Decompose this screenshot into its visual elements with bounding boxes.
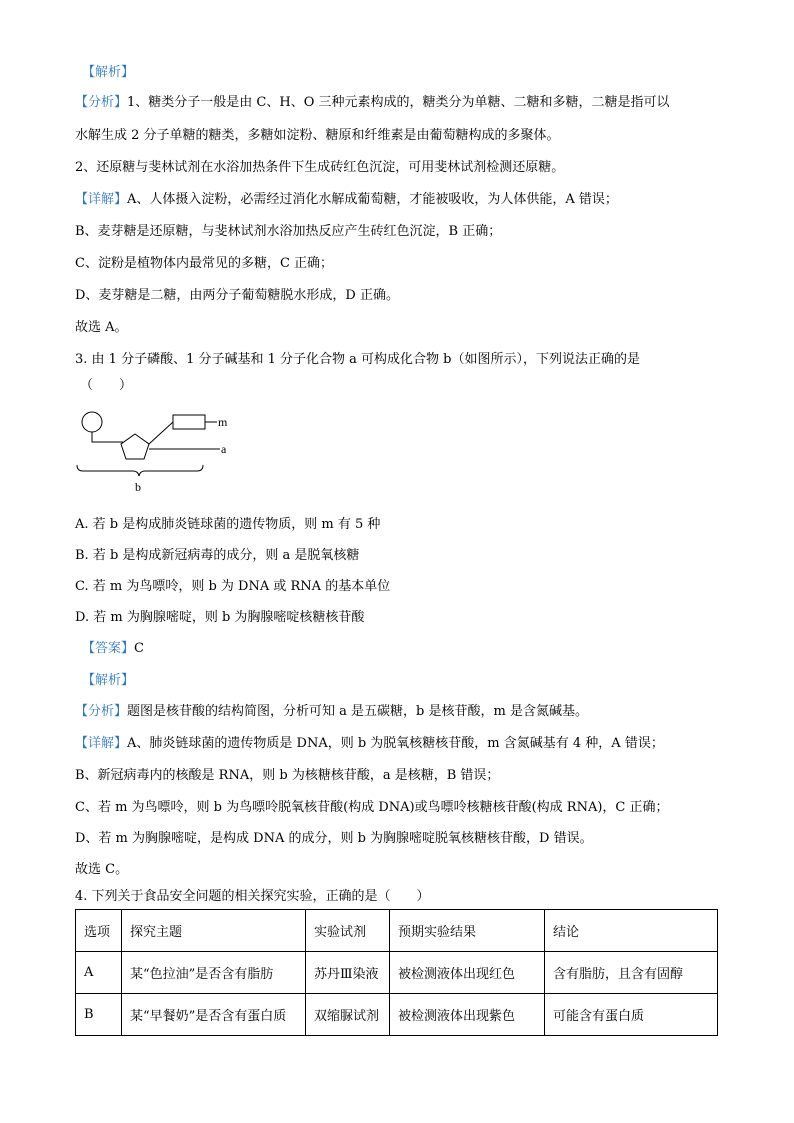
nucleotide-diagram [75, 405, 255, 495]
label-m: m [218, 415, 228, 429]
table-header-cell: 实验试剂 [306, 910, 390, 952]
base-rect [173, 415, 205, 429]
analysis-heading [82, 673, 134, 689]
table-cell: 苏丹Ⅲ染液 [306, 952, 390, 994]
table-cell: 被检测液体出现红色 [390, 952, 545, 994]
table-row [76, 952, 718, 994]
experiment-table [75, 909, 718, 1036]
text-line: B、新冠病毒内的核酸是 RNA，则 b 为核糖核苷酸，a 是核糖，B 错误； [75, 768, 500, 783]
text-line: 故选 C。 [75, 862, 129, 877]
base-bond [149, 422, 173, 444]
option-b: B. 若 b 是构成新冠病毒的成分，则 a 是脱氧核糖 [75, 548, 360, 563]
question-3-stem: 3. 由 1 分子磷酸、1 分子碱基和 1 分子化合物 a 可构成化合物 b（如图所示），下列说法正确的是 [75, 352, 640, 367]
table-cell: B [76, 994, 122, 1036]
question-3-blank: （ ） [80, 378, 133, 393]
section-marker: 【答案】 [82, 641, 135, 656]
table-header-cell: 探究主题 [122, 910, 306, 952]
phosphate-bond [92, 432, 123, 442]
text-line: 【详解】A、肺炎链球菌的遗传物质是 DNA，则 b 为脱氧核糖核苷酸，m 含氮碱基有 4 种，A 错误； [75, 736, 664, 751]
label-b: b [135, 480, 141, 494]
text-line: C、若 m 为鸟嘌呤，则 b 为鸟嘌呤脱氧核苷酸(构成 DNA)或鸟嘌呤核糖核苷酸(构成 RNA)，C 正确； [75, 800, 669, 815]
text-line: 【分析】题图是核苷酸的结构简图，分析可知 a 是五碳糖，b 是核苷酸，m 是含氮碱基。 [75, 704, 588, 719]
pentose-pentagon [121, 434, 149, 459]
text-line: 水解生成 2 分子单糖的糖类，多糖如淀粉、糖原和纤维素是由葡萄糖构成的多聚体。 [75, 128, 560, 143]
option-a: A. 若 b 是构成肺炎链球菌的遗传物质，则 m 有 5 种 [75, 517, 381, 532]
section-marker: 【分析】 [75, 704, 128, 719]
text-line: 【详解】A、人体摄入淀粉，必需经过消化水解成葡萄糖，才能被吸收，为人体供能，A 错误； [75, 192, 618, 207]
question-4-stem: 4. 下列关于食品安全问题的相关探究实验，正确的是（ ） [75, 889, 430, 904]
text-line [82, 65, 134, 81]
text-line: D、若 m 为胸腺嘧啶，是构成 DNA 的成分，则 b 为胸腺嘧啶脱氧核糖核苷酸，D 错误。 [75, 831, 593, 846]
table-cell: 含有脂肪，且含有固醇 [545, 952, 718, 994]
section-marker: 【解析】 [82, 65, 135, 80]
label-a: a [221, 442, 227, 456]
section-marker: 【分析】 [75, 95, 128, 110]
table-cell: 某“早餐奶”是否含有蛋白质 [122, 994, 306, 1036]
table-header-cell: 预期实验结果 [390, 910, 545, 952]
table-header-row [76, 910, 718, 952]
brace-b [77, 465, 203, 476]
option-d: D. 若 m 为胸腺嘧啶，则 b 为胸腺嘧啶核糖核苷酸 [75, 610, 365, 625]
phosphate-circle [82, 412, 102, 432]
text-line: 2、还原糖与斐林试剂在水浴加热条件下生成砖红色沉淀，可用斐林试剂检测还原糖。 [75, 160, 565, 175]
text-line: 故选 A。 [75, 320, 128, 335]
text-line: B、麦芽糖是还原糖，与斐林试剂水浴加热反应产生砖红色沉淀，B 正确； [75, 224, 502, 239]
table-cell: A [76, 952, 122, 994]
table-cell: 双缩脲试剂 [306, 994, 390, 1036]
table-header-cell: 选项 [76, 910, 122, 952]
text-line: C、淀粉是植物体内最常见的多糖，C 正确； [75, 256, 334, 271]
table-cell: 可能含有蛋白质 [545, 994, 718, 1036]
answer-line: 【答案】C [82, 641, 144, 656]
table-cell: 某“色拉油”是否含有脂肪 [122, 952, 306, 994]
option-c: C. 若 m 为鸟嘌呤，则 b 为 DNA 或 RNA 的基本单位 [75, 579, 391, 594]
text-line: 【分析】1、糖类分子一般是由 C、H、O 三种元素构成的，糖类分为单糖、二糖和多糖，二糖是指可以 [75, 95, 670, 110]
section-marker: 【详解】 [75, 736, 128, 751]
table-header-cell: 结论 [545, 910, 718, 952]
section-marker: 【解析】 [82, 673, 135, 688]
text-line: D、麦芽糖是二糖，由两分子葡萄糖脱水形成，D 正确。 [75, 288, 399, 303]
table-row [76, 994, 718, 1036]
table-cell: 被检测液体出现紫色 [390, 994, 545, 1036]
section-marker: 【详解】 [75, 192, 128, 207]
